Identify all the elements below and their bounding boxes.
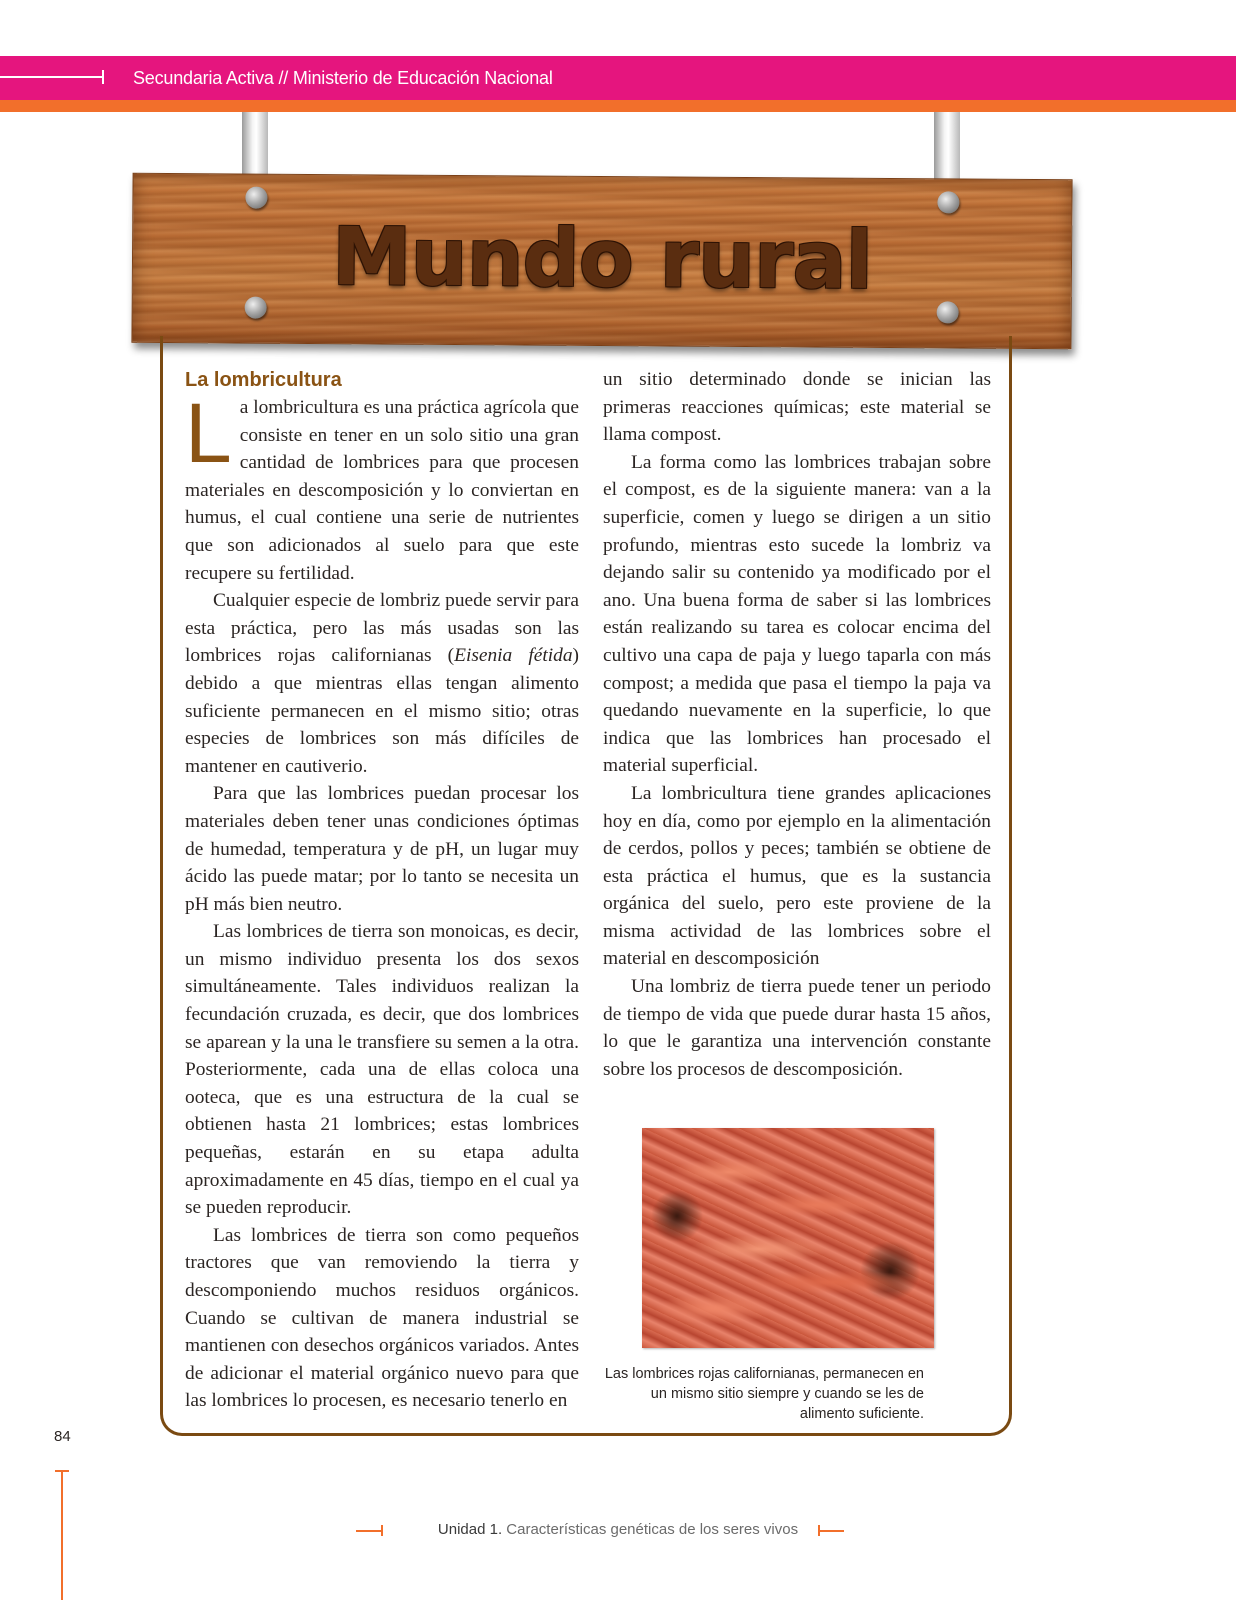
header-accent-stripe: [0, 100, 1236, 112]
paragraph: Las lombrices de tierra son como pequeños tractores que van removiendo la tierra y descomponiendo muchos residuos orgánicos. Cuando se cultivan de manera industrial se mantienen con desechos orgánicos variados. Antes de adicionar el material orgánico nuevo para que las lombrices lo procesen, es necesario tenerlo en: [185, 1224, 579, 1412]
footer-rule-right: [818, 1530, 844, 1532]
article-heading: La lombricultura: [185, 369, 342, 391]
paragraph: La forma como las lombrices trabajan sobre el compost, es de la siguiente manera: van a la superficie, comen y luego se dirigen a un sitio profundo, mientras esto sucede la lombriz va dejando salir su contenido ya modificado por el ano. Una buena forma de saber si las lombrices están realizando su tarea es colocar encima del cultivo una capa de paja y luego taparla con más compost; a medida que pasa el tiempo la paja va quedando nuevamente en la superficie, lo que indica que las lombrices han procesado el material superficial.: [603, 451, 991, 777]
earthworms-photo: [642, 1128, 934, 1348]
article-column-left: [185, 366, 579, 1415]
paragraph: Las lombrices de tierra son monoicas, es decir, un mismo individuo presenta los dos sexos simultáneamente. Tales individuos realizan la fecundación cruzada, es decir, que dos lombrices se aparean y la una le transfiere su semen a la otra. Posteriormente, cada una de ellas coloca una ooteca, que es una estructura de la cual se obtienen hasta 21 lombrices; estas lombrices pequeñas, estarán en su etapa adulta aproximadamente en 45 días, tiempo en el cual ya se pueden reproducir.: [185, 921, 579, 1219]
sign-pole-left: [242, 112, 268, 180]
footer-unit-label: Unidad 1.: [437, 1521, 503, 1538]
section-banner-title: Mundo rural: [331, 210, 873, 307]
bolt-icon: [937, 191, 959, 213]
paragraph: La lombricultura tiene grandes aplicaciones hoy en día, como por ejemplo en la alimentación de cerdos, pollos y peces; también se obtiene de esta práctica el humus, que es la sustancia orgánica del suelo, pero este proviene de la misma actividad de las lombrices sobre el material en descomposición: [603, 782, 991, 970]
paragraph: [185, 587, 579, 780]
species-name: Eisenia fétida: [454, 645, 573, 667]
paragraph: [185, 386, 579, 587]
series-title: Secundaria Activa // Ministerio de Educación Nacional: [133, 68, 553, 88]
header-rule: [0, 76, 104, 78]
page-number: 84: [54, 1428, 71, 1445]
paragraph: Una lombriz de tierra puede tener un periodo de tiempo de vida que puede durar hasta 15 años, lo que le garantiza una intervención constante sobre los procesos de descomposición.: [603, 976, 991, 1080]
footer-unit: [0, 1521, 1236, 1538]
bolt-icon: [245, 187, 267, 209]
header-rule-tick: [102, 70, 104, 84]
article-column-right: [603, 366, 991, 1083]
paragraph-text: Cualquier especie de lombriz puede servir para esta práctica, pero las más usadas son las lombrices rojas californianas (: [185, 590, 579, 667]
footer-rule-right-tick: [818, 1525, 820, 1536]
paragraph: un sitio determinado donde se inician las primeras reacciones químicas; este material se llama compost.: [603, 369, 991, 446]
sign-pole-right: [934, 112, 960, 180]
paragraph-text: a lombricultura es una práctica agrícola que consiste en tener en un solo sitio una gran cantidad de lombrices para que procesen materiales en descomposición y lo conviertan en humus, el cual contiene una serie de nutrientes que son adicionados al suelo para que este recupere su fertilidad.: [185, 397, 579, 584]
photo-caption: Las lombrices rojas californianas, permanecen en un mismo sitio siempre y cuando se les de alimento suficiente.: [604, 1366, 924, 1422]
wooden-sign: [131, 173, 1072, 350]
dropcap: L: [185, 386, 232, 480]
paragraph-text: ) debido a que mientras ellas tengan alimento suficiente permanecen en el mismo sitio; otras especies de lombrices son más difíciles de mantener en cautiverio.: [185, 645, 579, 777]
paragraph: Para que las lombrices puedan procesar los materiales deben tener unas condiciones óptimas de humedad, temperatura y de pH, un lugar muy ácido las puede matar; por lo tanto se necesita un pH más bien neutro.: [185, 783, 579, 915]
footer-unit-title: Características genéticas de los seres vivos: [506, 1521, 799, 1538]
